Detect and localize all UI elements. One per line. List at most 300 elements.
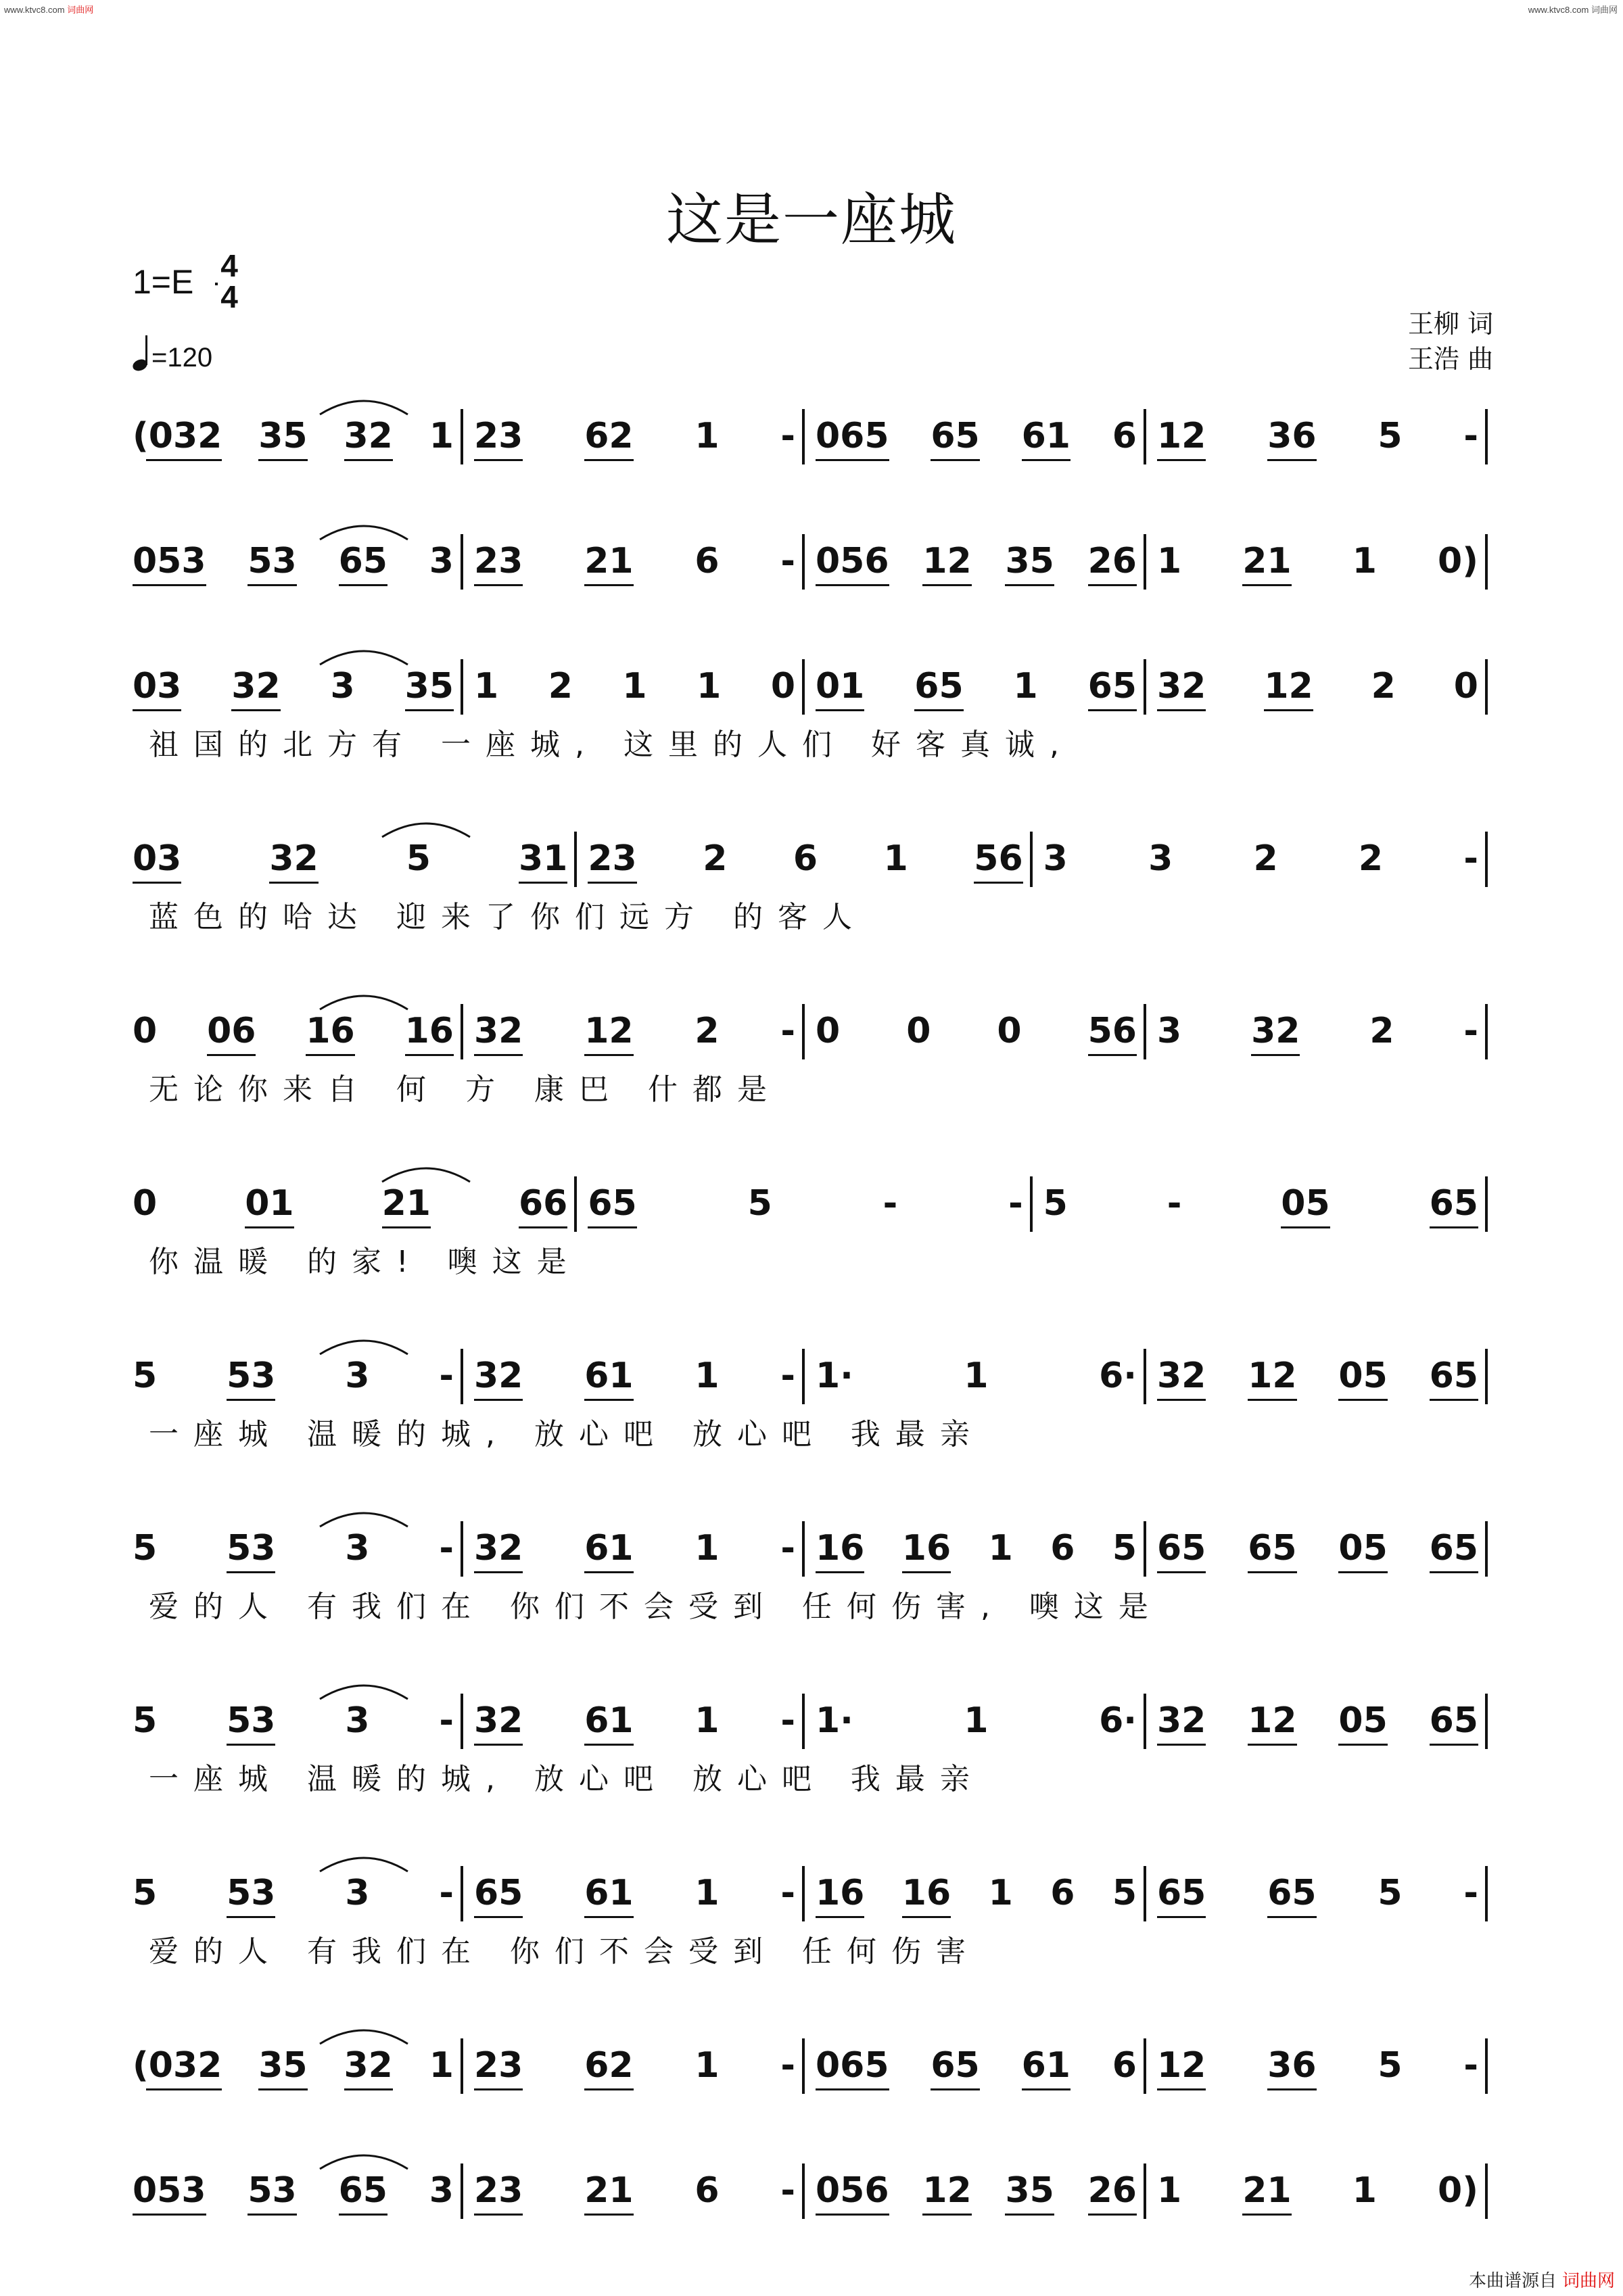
bar-line bbox=[1144, 1866, 1146, 1921]
note-group: 2 bbox=[1358, 838, 1384, 879]
site-url: www.ktvc8.com bbox=[4, 5, 65, 15]
note-group: 6 bbox=[695, 541, 720, 581]
composer-credit: 王浩 曲 bbox=[1408, 344, 1494, 374]
beam-line bbox=[474, 584, 523, 586]
measure bbox=[474, 2045, 795, 2086]
note-group: 32 bbox=[344, 2045, 393, 2086]
note-group: 1 bbox=[988, 1528, 1013, 1569]
header-site-right bbox=[1528, 3, 1618, 16]
measure bbox=[474, 1356, 795, 1396]
measure bbox=[474, 666, 795, 707]
note-group: 1 bbox=[429, 416, 454, 456]
note-group: 32 bbox=[474, 1356, 523, 1396]
bar-line bbox=[461, 1004, 463, 1059]
note-group: 5 bbox=[747, 1183, 772, 1224]
note-group: 53 bbox=[248, 541, 296, 581]
note-group: 65 bbox=[1430, 1183, 1478, 1224]
note-group: 1 bbox=[474, 666, 499, 707]
beam-line bbox=[269, 882, 318, 884]
beam-line bbox=[133, 584, 206, 586]
lyric-line: 一座城 温暖的城, 放心吧 放心吧 我最亲 bbox=[149, 1417, 985, 1452]
bar-line bbox=[802, 409, 805, 464]
slur-mark bbox=[316, 515, 411, 542]
measure bbox=[474, 2170, 795, 2211]
beam-line bbox=[1022, 2088, 1071, 2090]
bar-line bbox=[802, 2038, 805, 2094]
note-group: 3 bbox=[330, 666, 355, 707]
bar-line bbox=[1485, 2038, 1488, 2094]
beam-line bbox=[474, 1054, 523, 1056]
bar-line bbox=[1144, 1004, 1146, 1059]
footer-text: 本曲谱源自 bbox=[1468, 2271, 1557, 2291]
beam-line bbox=[245, 1226, 293, 1228]
note-group: 12 bbox=[922, 541, 971, 581]
slur-mark bbox=[316, 1847, 411, 1874]
beam-line bbox=[474, 459, 523, 461]
beam-line bbox=[816, 709, 864, 711]
measure bbox=[474, 1528, 795, 1569]
beam-line bbox=[1157, 459, 1206, 461]
measure bbox=[588, 1183, 1022, 1224]
note-group: 5 bbox=[1043, 1183, 1068, 1224]
note-group: 056 bbox=[816, 541, 889, 581]
beam-line bbox=[1267, 2088, 1316, 2090]
bar-line bbox=[1485, 659, 1488, 715]
bar-line bbox=[574, 1176, 577, 1232]
note-group: 65 bbox=[1430, 1700, 1478, 1741]
note-group: 16 bbox=[405, 1011, 454, 1051]
note-group: 12 bbox=[1248, 1700, 1296, 1741]
measure bbox=[133, 416, 454, 456]
bar-line bbox=[1144, 534, 1146, 590]
note-group: 2 bbox=[1253, 838, 1278, 879]
note-group: 61 bbox=[584, 1356, 633, 1396]
beam-line bbox=[146, 459, 222, 461]
note-group: 12 bbox=[584, 1011, 633, 1051]
note-group: 1 bbox=[1157, 541, 1182, 581]
note-group: 1 bbox=[695, 2045, 720, 2086]
note-group: 1 bbox=[695, 416, 720, 456]
note-group: 2 bbox=[1369, 1011, 1394, 1051]
note-group: 12 bbox=[1264, 666, 1313, 707]
lyric-line: 一座城 温暖的城, 放心吧 放心吧 我最亲 bbox=[149, 1762, 985, 1796]
note-group: 65 bbox=[1157, 1528, 1206, 1569]
note-group: 6 bbox=[695, 2170, 720, 2211]
bar-line bbox=[1485, 1866, 1488, 1921]
note-group: 23 bbox=[474, 2170, 523, 2211]
beam-line bbox=[405, 1054, 454, 1056]
bar-line bbox=[1485, 534, 1488, 590]
note-group: 65 bbox=[339, 2170, 387, 2211]
bar-line bbox=[461, 534, 463, 590]
note-group: 26 bbox=[1088, 2170, 1137, 2211]
beam-line bbox=[1338, 1399, 1387, 1401]
note-group: 32 bbox=[474, 1700, 523, 1741]
note-group: 65 bbox=[1430, 1356, 1478, 1396]
beam-line bbox=[1088, 584, 1137, 586]
beam-line bbox=[1281, 1226, 1330, 1228]
note-group: 2 bbox=[695, 1011, 720, 1051]
note-group: 5 bbox=[133, 1873, 158, 1913]
measure bbox=[816, 541, 1137, 581]
measure bbox=[133, 2045, 454, 2086]
note-group: 03 bbox=[133, 666, 181, 707]
beam-line bbox=[248, 584, 296, 586]
measure bbox=[133, 1011, 454, 1051]
measure bbox=[816, 1873, 1137, 1913]
slur-mark bbox=[316, 985, 411, 1012]
bar-line bbox=[802, 1349, 805, 1404]
note-group: 12 bbox=[922, 2170, 971, 2211]
measure bbox=[1157, 541, 1478, 581]
note-group: 31 bbox=[519, 838, 567, 879]
beam-line bbox=[474, 1399, 523, 1401]
bar-line bbox=[1485, 1694, 1488, 1749]
beam-line bbox=[1430, 1399, 1478, 1401]
beam-line bbox=[474, 1744, 523, 1746]
note-group: 1 bbox=[1352, 541, 1377, 581]
bar-line bbox=[1485, 1176, 1488, 1232]
bar-line bbox=[802, 534, 805, 590]
beam-line bbox=[1157, 2088, 1206, 2090]
bar-line bbox=[461, 659, 463, 715]
measure bbox=[816, 1700, 1137, 1741]
bar-line bbox=[802, 659, 805, 715]
song-title: 这是一座城 bbox=[665, 187, 957, 253]
note-group: - bbox=[439, 1528, 454, 1569]
beam-line bbox=[344, 459, 393, 461]
note-group: 62 bbox=[584, 2045, 633, 2086]
note-group: 32 bbox=[474, 1528, 523, 1569]
lyric-line: 祖国的北方有 一座城, 这里的人们 好客真诚, bbox=[149, 727, 1074, 762]
bar-line bbox=[1144, 1349, 1146, 1404]
note-group: - bbox=[1167, 1183, 1182, 1224]
note-group: 3 bbox=[345, 1528, 370, 1569]
measure bbox=[816, 1356, 1137, 1396]
bar-line bbox=[461, 409, 463, 464]
beam-line bbox=[1248, 1571, 1296, 1573]
beam-line bbox=[974, 882, 1022, 884]
note-group: 62 bbox=[584, 416, 633, 456]
beam-line bbox=[816, 2214, 889, 2216]
bar-line bbox=[802, 1521, 805, 1577]
beam-line bbox=[1267, 459, 1316, 461]
note-group: - bbox=[1463, 1011, 1478, 1051]
note-group: 065 bbox=[816, 2045, 889, 2086]
bar-line bbox=[802, 2163, 805, 2219]
note-group: (032 bbox=[133, 416, 222, 456]
beam-line bbox=[922, 2214, 971, 2216]
note-group: 65 bbox=[1430, 1528, 1478, 1569]
note-group: 1· bbox=[816, 1356, 853, 1396]
note-group: 06 bbox=[207, 1011, 256, 1051]
note-group: 6· bbox=[1099, 1356, 1137, 1396]
beam-line bbox=[584, 2214, 633, 2216]
note-group: - bbox=[780, 1356, 795, 1396]
beam-line bbox=[1267, 1916, 1316, 1918]
note-group: 1 bbox=[695, 1873, 720, 1913]
note-group: 01 bbox=[245, 1183, 293, 1224]
beam-line bbox=[584, 1054, 633, 1056]
footer-source bbox=[1469, 2267, 1615, 2292]
beam-line bbox=[584, 1916, 633, 1918]
note-group: 2 bbox=[548, 666, 573, 707]
note-group: 1 bbox=[964, 1700, 989, 1741]
note-group: 1 bbox=[1352, 2170, 1377, 2211]
beam-line bbox=[248, 2214, 296, 2216]
bar-line bbox=[802, 1866, 805, 1921]
note-group: 21 bbox=[1242, 2170, 1291, 2211]
note-group: 0 bbox=[133, 1011, 158, 1051]
note-group: 1· bbox=[816, 1700, 853, 1741]
note-group: - bbox=[780, 2045, 795, 2086]
bar-line bbox=[1144, 1694, 1146, 1749]
note-group: 1 bbox=[964, 1356, 989, 1396]
beam-line bbox=[914, 709, 963, 711]
note-group: 61 bbox=[1022, 416, 1071, 456]
beam-line bbox=[1338, 1744, 1387, 1746]
note-group: 16 bbox=[902, 1873, 951, 1913]
beam-line bbox=[1430, 1226, 1478, 1228]
bar-line bbox=[461, 2038, 463, 2094]
note-group: 5 bbox=[133, 1528, 158, 1569]
measure bbox=[816, 666, 1137, 707]
note-group: 53 bbox=[248, 2170, 296, 2211]
beam-line bbox=[1430, 1571, 1478, 1573]
note-group: 1 bbox=[1013, 666, 1038, 707]
note-group: 3 bbox=[1043, 838, 1068, 879]
lyricist-credit: 王柳 词 bbox=[1408, 309, 1494, 339]
bar-line bbox=[1030, 832, 1033, 887]
beam-line bbox=[519, 882, 567, 884]
beam-line bbox=[1248, 1399, 1296, 1401]
note-group: 35 bbox=[1005, 2170, 1054, 2211]
note-group: 3 bbox=[345, 1700, 370, 1741]
bar-line bbox=[461, 1521, 463, 1577]
bar-line bbox=[1485, 832, 1488, 887]
measure bbox=[1157, 666, 1478, 707]
note-group: 56 bbox=[974, 838, 1022, 879]
beam-line bbox=[584, 1571, 633, 1573]
beam-line bbox=[922, 584, 971, 586]
beam-line bbox=[1157, 1571, 1206, 1573]
beam-line bbox=[344, 2088, 393, 2090]
measure bbox=[474, 541, 795, 581]
note-group: - bbox=[780, 1528, 795, 1569]
note-group: 0) bbox=[1438, 541, 1478, 581]
note-group: 23 bbox=[474, 2045, 523, 2086]
measure bbox=[133, 1873, 454, 1913]
note-group: - bbox=[780, 416, 795, 456]
beam-line bbox=[902, 1571, 951, 1573]
site-brand: 词曲网 bbox=[67, 5, 94, 15]
note-group: 05 bbox=[1338, 1356, 1387, 1396]
note-group: 35 bbox=[258, 2045, 307, 2086]
beam-line bbox=[133, 709, 181, 711]
note-group: - bbox=[780, 1011, 795, 1051]
note-group: 21 bbox=[382, 1183, 431, 1224]
note-group: 65 bbox=[474, 1873, 523, 1913]
beam-line bbox=[584, 1399, 633, 1401]
beam-line bbox=[816, 2088, 889, 2090]
bar-line bbox=[461, 2163, 463, 2219]
beam-line bbox=[816, 459, 889, 461]
note-group: 65 bbox=[588, 1183, 636, 1224]
beam-line bbox=[816, 1571, 864, 1573]
time-signature-bottom: 4 bbox=[220, 279, 238, 314]
note-group: 0 bbox=[133, 1183, 158, 1224]
note-group: 65 bbox=[1088, 666, 1137, 707]
note-group: 5 bbox=[1378, 2045, 1403, 2086]
lyric-line: 蓝色的哈达 迎来了你们远方 的客人 bbox=[149, 900, 867, 934]
note-group: 5 bbox=[133, 1356, 158, 1396]
note-group: 21 bbox=[1242, 541, 1291, 581]
time-signature-top: 4 bbox=[220, 248, 238, 283]
beam-line bbox=[227, 1571, 275, 1573]
bar-line bbox=[461, 1866, 463, 1921]
note-group: (032 bbox=[133, 2045, 222, 2086]
time-signature bbox=[215, 250, 243, 312]
header-site-left bbox=[4, 3, 93, 16]
bar-line bbox=[461, 1694, 463, 1749]
site-brand: 词曲网 bbox=[1591, 5, 1618, 15]
note-group: 05 bbox=[1338, 1700, 1387, 1741]
note-group: 61 bbox=[584, 1873, 633, 1913]
beam-line bbox=[588, 1226, 636, 1228]
beam-line bbox=[902, 1916, 951, 1918]
note-group: 61 bbox=[584, 1528, 633, 1569]
note-group: 6 bbox=[1112, 2045, 1137, 2086]
note-group: 53 bbox=[227, 1528, 275, 1569]
note-group: 32 bbox=[1157, 1700, 1206, 1741]
note-group: 3 bbox=[345, 1873, 370, 1913]
note-group: - bbox=[780, 541, 795, 581]
beam-line bbox=[1088, 709, 1137, 711]
note-group: 66 bbox=[519, 1183, 567, 1224]
beam-line bbox=[227, 1399, 275, 1401]
measure bbox=[1043, 838, 1478, 879]
measure bbox=[588, 838, 1022, 879]
measure bbox=[816, 2045, 1137, 2086]
note-group: 0 bbox=[997, 1011, 1022, 1051]
bar-line bbox=[1485, 2163, 1488, 2219]
note-group: - bbox=[439, 1700, 454, 1741]
beam-line bbox=[258, 459, 307, 461]
note-group: - bbox=[883, 1183, 898, 1224]
note-group: 32 bbox=[1157, 666, 1206, 707]
note-group: - bbox=[1463, 2045, 1478, 2086]
beam-line bbox=[146, 2088, 222, 2090]
note-group: 16 bbox=[816, 1528, 864, 1569]
beam-line bbox=[474, 1571, 523, 1573]
note-group: 3 bbox=[345, 1356, 370, 1396]
note-group: 1 bbox=[622, 666, 647, 707]
note-group: 01 bbox=[816, 666, 864, 707]
note-group: 26 bbox=[1088, 541, 1137, 581]
beam-line bbox=[1242, 2214, 1291, 2216]
measure bbox=[133, 666, 454, 707]
beam-line bbox=[584, 584, 633, 586]
measure bbox=[474, 1873, 795, 1913]
bar-line bbox=[1144, 2038, 1146, 2094]
note-group: 5 bbox=[1112, 1528, 1137, 1569]
beam-line bbox=[584, 459, 633, 461]
measure bbox=[816, 1528, 1137, 1569]
beam-line bbox=[1248, 1744, 1296, 1746]
note-group: 2 bbox=[1371, 666, 1396, 707]
note-group: 65 bbox=[1248, 1528, 1296, 1569]
beam-line bbox=[816, 1916, 864, 1918]
note-group: 6 bbox=[1112, 416, 1137, 456]
note-group: 6 bbox=[793, 838, 818, 879]
slur-mark bbox=[316, 2019, 411, 2047]
beam-line bbox=[231, 709, 280, 711]
measure bbox=[1157, 1873, 1478, 1913]
beam-line bbox=[519, 1226, 567, 1228]
note-group: 1 bbox=[695, 1356, 720, 1396]
measure bbox=[1157, 2170, 1478, 2211]
lyric-line: 无论你来自 何 方 康巴 什都是 bbox=[149, 1072, 782, 1107]
beam-line bbox=[474, 1916, 523, 1918]
note-group: 3 bbox=[1148, 838, 1173, 879]
note-group: 2 bbox=[703, 838, 728, 879]
note-group: 1 bbox=[988, 1873, 1013, 1913]
bar-line bbox=[1144, 659, 1146, 715]
beam-line bbox=[931, 459, 979, 461]
measure bbox=[1157, 1356, 1478, 1396]
note-group: 53 bbox=[227, 1700, 275, 1741]
beam-line bbox=[1430, 1744, 1478, 1746]
measure bbox=[133, 1183, 567, 1224]
lyric-line: 爱的人 有我们在 你们不会受到 任何伤害 bbox=[149, 1934, 981, 1969]
note-group: - bbox=[439, 1873, 454, 1913]
note-group: 35 bbox=[405, 666, 454, 707]
beam-line bbox=[1242, 584, 1291, 586]
note-group: - bbox=[1008, 1183, 1023, 1224]
beam-line bbox=[1251, 1054, 1300, 1056]
measure bbox=[816, 2170, 1137, 2211]
note-group: 21 bbox=[584, 2170, 633, 2211]
beam-line bbox=[339, 584, 387, 586]
lyric-line: 你温暖 的家! 噢这是 bbox=[149, 1245, 582, 1279]
slur-mark bbox=[379, 813, 473, 840]
note-group: 1 bbox=[695, 1528, 720, 1569]
measure bbox=[474, 1011, 795, 1051]
note-group: 61 bbox=[584, 1700, 633, 1741]
beam-line bbox=[339, 2214, 387, 2216]
note-group: 56 bbox=[1088, 1011, 1137, 1051]
note-group: 3 bbox=[429, 541, 454, 581]
note-group: 12 bbox=[1157, 2045, 1206, 2086]
note-group: 1 bbox=[697, 666, 722, 707]
beam-line bbox=[133, 882, 181, 884]
slur-mark bbox=[316, 1675, 411, 1702]
site-url: www.ktvc8.com bbox=[1528, 5, 1589, 15]
note-group: 61 bbox=[1022, 2045, 1071, 2086]
note-group: 0) bbox=[1438, 2170, 1478, 2211]
note-group: 6 bbox=[1050, 1873, 1075, 1913]
beam-line bbox=[1088, 2214, 1137, 2216]
note-group: 065 bbox=[816, 416, 889, 456]
note-group: 21 bbox=[584, 541, 633, 581]
note-group: 1 bbox=[1157, 2170, 1182, 2211]
lyric-line: 爱的人 有我们在 你们不会受到 任何伤害, 噢这是 bbox=[149, 1589, 1163, 1624]
beam-line bbox=[584, 1744, 633, 1746]
beam-line bbox=[1157, 1399, 1206, 1401]
bar-line bbox=[802, 1004, 805, 1059]
measure bbox=[1157, 416, 1478, 456]
measure bbox=[133, 1528, 454, 1569]
